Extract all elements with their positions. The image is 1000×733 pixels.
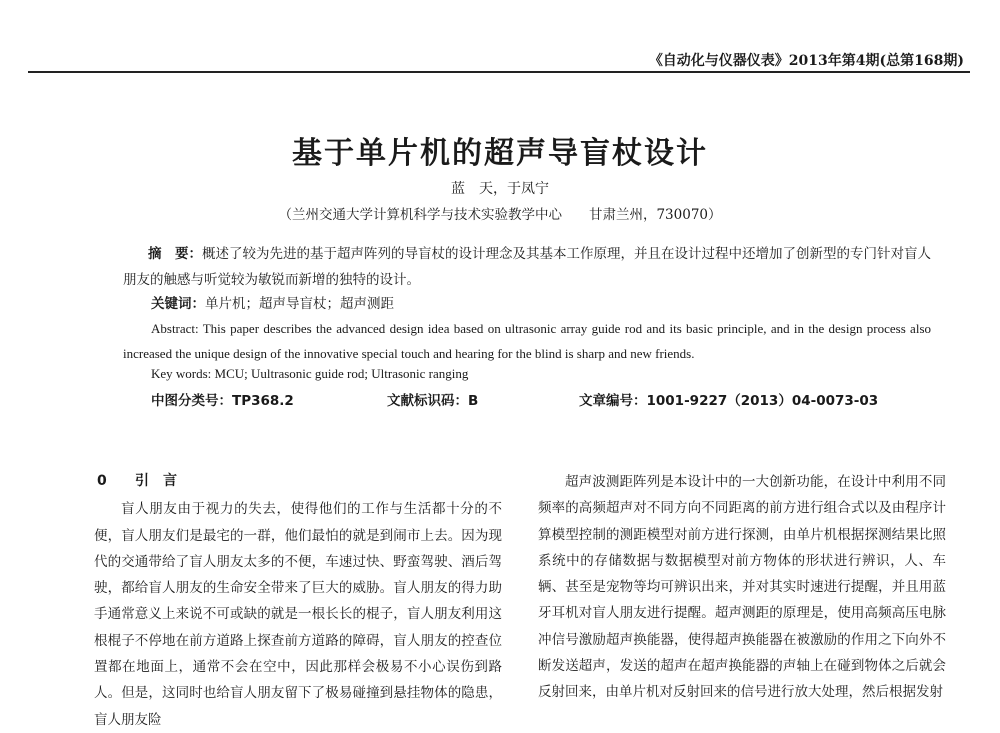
left-column [94,468,502,733]
ultrasonic-paragraph: 超声波测距阵列是本设计中的一大创新功能，在设计中利用不同频率的高频超声对不同方向不同距离的前方进行组合式以及由程序计算模型控制的测距模型对前方进行探测，由单片机根据探测结果比照系统中的存储数据与数据模型对前方物体的形状进行辨识，人、车辆、甚至是宠物等均可辨识出来，并对其实时速进行提醒，并且用蓝牙耳机对盲人朋友进行提醒。超声测距的原理是，使用高频高压电脉冲信号激励超声换能器，使得超声换能器在被激励的作用之下向外不断发送超声，发送的超声在超声换能器的声轴上在碰到物体之后就会反射回来，由单片机对反射回来的信号进行放大处理，然后根据发射 [538,474,946,701]
keywords-english-label: Key words: [151,366,212,381]
document-code: 文献标识码：B [387,393,479,409]
right-column [538,469,946,706]
section-number: 0 [97,473,107,489]
abstract-english [123,316,931,366]
keywords-chinese-text: 单片机；超声导盲杖；超声测距 [205,296,394,312]
introduction-paragraph: 盲人朋友由于视力的失去，使得他们的工作与生活都十分的不便，盲人朋友们是最宅的一群，他们最怕的就是到闹市上去。因为现代的交通带给了盲人朋友太多的不便，车速过快、野蛮驾驶、酒后驾驶，都给盲人朋友的生命安全带来了巨大的威胁。盲人朋友的得力助手通常意义上来说不可或缺的就是一根长长的棍子，盲人朋友利用这根棍子不停地在前方道路上探查前方道路的障碍，盲人朋友的控查位置都在地面上，通常不会在空中，因此那样会极易不小心误伤到路人。但是，这同时也给盲人朋友留下了极易碰撞到悬挂物体的隐患，盲人朋友险 [94,501,502,728]
abstract-chinese [123,241,931,293]
abstract-chinese-text: 概述了较为先进的基于超声阵列的导盲杖的设计理念及其基本工作原理，并且在设计过程中还增加了创新型的专门针对盲人朋友的触感与听觉较为敏锐而新增的独特的设计。 [123,246,931,288]
header-rule [28,71,970,73]
clc-number: 中图分类号：TP368.2 [151,393,294,409]
paper-title: 基于单片机的超声导盲杖设计 [292,136,708,171]
section-title: 引 言 [135,473,177,489]
author-list: 蓝 天，于凤宁 [451,181,549,197]
keywords-chinese [151,292,394,312]
keywords-chinese-label: 关键词： [151,296,205,312]
affiliation: （兰州交通大学计算机科学与技术实验教学中心 甘肃兰州，730070） [278,207,722,223]
abstract-english-label: Abstract: [151,321,199,336]
journal-header: 《自动化与仪器仪表》2013年第4期(总第168期) [648,53,964,69]
abstract-chinese-label: 摘 要： [148,246,202,262]
abstract-english-text: This paper describes the advanced design idea based on ultrasonic array guide rod and its basic principle, and in the design process also increased the unique design of the innovative special touch and hearing for the blind is sharp and new friends. [123,321,932,361]
article-number: 文章编号：1001-9227（2013）04-0073-03 [579,393,879,409]
keywords-english-text: MCU; Uultrasonic guide rod; Ultrasonic ranging [214,366,469,381]
keywords-english [151,366,468,382]
section-heading [97,468,502,494]
